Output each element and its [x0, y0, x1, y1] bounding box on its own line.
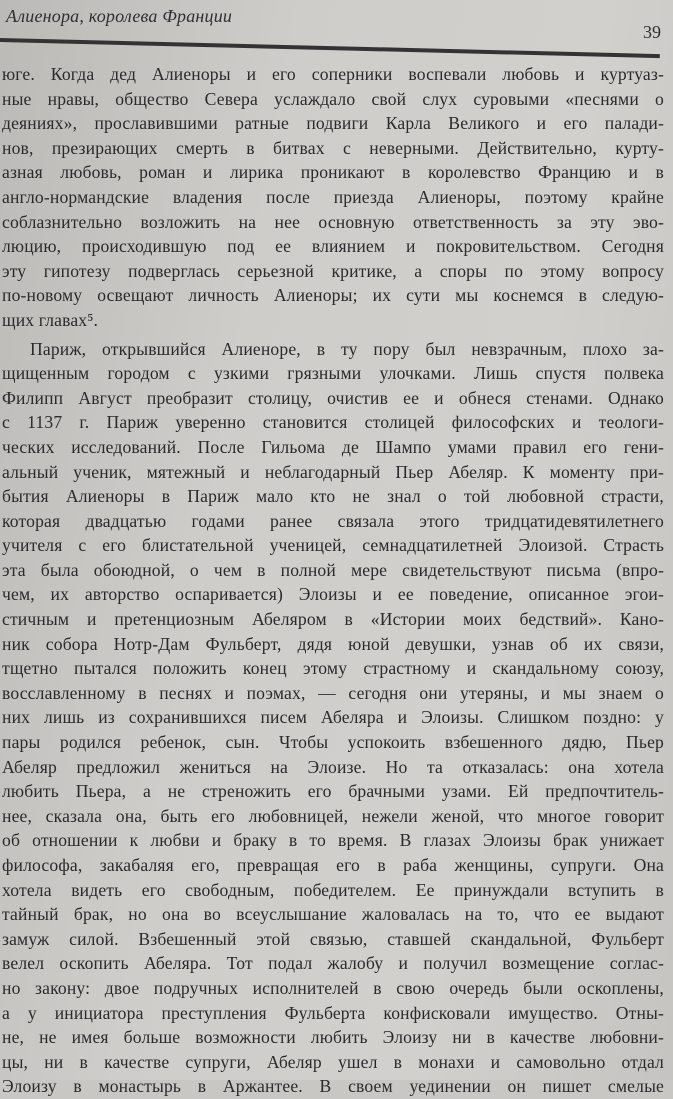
text-line: по-новому освещают личность Алиеноры; их сути мы коснемся в следую-	[2, 285, 664, 306]
text-line: Абеляр предложил жениться на Элоизе. Но та отказалась: она хотела	[2, 756, 664, 777]
text-line: пары родился ребенок, сын. Чтобы успокоить взбешенного дядю, Пьер	[2, 732, 664, 753]
text-line: ческих исследований. После Гильома де Шампо умами правил его гени-	[2, 436, 664, 457]
text-line: чем, их авторство оспаривается) Элоизы и ее поведение, описанное эгои-	[2, 584, 664, 605]
text-line: эта была обоюдной, о чем в полной мере свидетельствуют письма (впро-	[2, 559, 664, 580]
text-line: Элоизу в монастырь в Аржантее. В своем уединении он пишет смелые	[2, 1076, 664, 1097]
text-line: эту гипотезу подверглась серьезной критике, а споры по этому вопросу	[2, 260, 664, 281]
text-line: них лишь из сохранившихся писем Абеляра и Элоизы. Слишком поздно: у	[2, 707, 664, 728]
text-line: азная любовь, роман и лирика проникают в королевство Францию и в	[2, 162, 664, 183]
text-line: люцию, происходившую под ее влиянием и покровительством. Сегодня	[2, 236, 664, 257]
text-line: юге. Когда дед Алиеноры и его соперники воспевали любовь и куртуаз-	[2, 64, 664, 84]
text-line: тщетно пытался положить конец этому страстному и скандальному союзу,	[2, 658, 664, 679]
text-line: Париж, открывшийся Алиеноре, в ту пору был невзрачным, плохо за-	[30, 338, 664, 359]
running-title: Алиенора, королева Франции	[6, 6, 233, 26]
text-line: об отношении к любви и браку в то время. В глазах Элоизы брак унижает	[2, 830, 664, 851]
paragraph-1	[2, 62, 664, 333]
text-line: замуж силой. Взбешенный этой связью, ставшей скандальной, Фульберт	[2, 928, 664, 949]
text-line: Филипп Август преобразит столицу, очистив ее и обнеся стенами. Однако	[2, 387, 664, 408]
text-line: а у инициатора преступления Фульберта конфисковали имущество. Отны-	[2, 1002, 664, 1023]
text-line: альный ученик, мятежный и неблагодарный Пьер Абеляр. К моменту при-	[2, 461, 664, 482]
text-line: учителя с его блистательной ученицей, семнадцатилетней Элоизой. Страсть	[2, 535, 664, 556]
text-line: щих главах⁵.	[2, 309, 99, 330]
text-line: бытия Алиеноры в Париж мало кто не знал о той любовной страсти,	[2, 486, 664, 507]
text-line: стичным и претенциозным Абеляром в «Истории моих бедствий». Кано-	[2, 609, 664, 630]
text-line: деяниях», прославившими ратные подвиги Карла Великого и его палади-	[2, 113, 664, 134]
text-line: велел оскопить Абеляра. Тот подал жалобу и получил возмещение соглас-	[2, 953, 664, 974]
text-line: соблазнительно возложить на нее основную ответственность за эту эво-	[2, 211, 664, 232]
text-line: любить Пьера, а не стреножить его брачными узами. Ей предпочтитель-	[2, 781, 664, 802]
page-number: 39	[643, 22, 661, 42]
text-line: хотела видеть его свободным, победителем. Ее принуждали вступить в	[2, 879, 664, 900]
text-line: тайный брак, но она во всеуслышание жаловалась на то, что ее выдают	[2, 904, 664, 925]
text-line: нов, презирающих смерть в битвах с неверными. Действительно, курту-	[2, 137, 664, 158]
body-text	[2, 62, 664, 1099]
text-line: нее, сказала она, быть его любовницей, нежели женой, что многое говорит	[2, 805, 664, 826]
header-rule	[0, 38, 660, 58]
text-line: но закону: двое подручных исполнителей в свою очередь были оскоплены,	[2, 977, 664, 998]
text-line: которая двадцатью годами ранее связала этого тридцатидевятилетнего	[2, 510, 664, 531]
text-line: щищенным городом с узкими грязными улочками. Лишь спустя полвека	[2, 363, 664, 384]
text-line: с 1137 г. Париж уверенно становится столицей философских и теологи-	[2, 412, 664, 433]
text-line: ник собора Нотр-Дам Фульберт, дядя юной девушки, узнав об их связи,	[2, 633, 664, 654]
text-line: философа, закабаляя его, превращая его в раба женщины, супруги. Она	[2, 855, 664, 875]
text-line: цы, ни в качестве супруги, Абеляр ушел в монахи и самовольно отдал	[2, 1051, 664, 1072]
paragraph-2	[2, 337, 664, 1099]
text-line: англо-нормандские владения после приезда Алиеноры, поэтому крайне	[2, 186, 664, 207]
text-line: восславленному в песнях и поэмах, — сегодня они утеряны, и мы знаем о	[2, 682, 664, 703]
text-line: не, не имея больше возможности любить Элоизу ни в качестве любовни-	[2, 1027, 664, 1048]
text-line: ные нравы, общество Севера услаждало свой слух суровыми «песнями о	[2, 88, 664, 109]
